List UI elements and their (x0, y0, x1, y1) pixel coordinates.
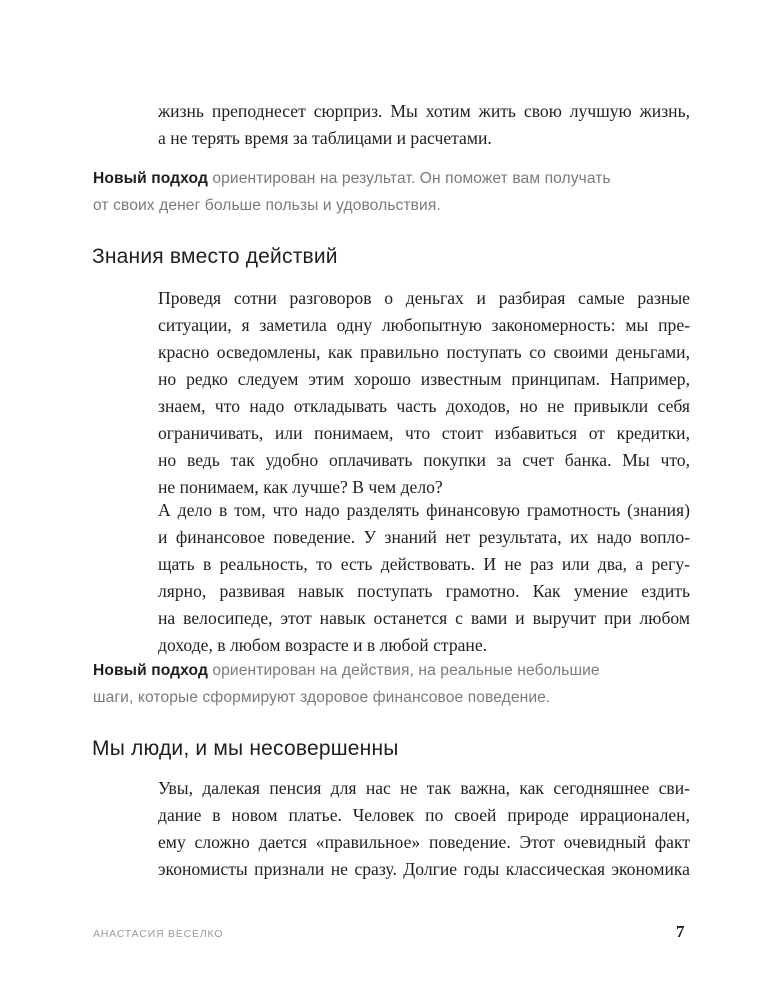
text-line: Увы, далекая пенсия для нас не так важна, как сегодняшнее сви- (158, 778, 690, 798)
text-line: не понимаем, как лучше? В чем дело? (158, 477, 443, 497)
new-approach-callout-result (93, 165, 693, 219)
footer-author-name: АНАСТАСИЯ ВЕСЕЛКО (93, 928, 224, 940)
text-line: щать в реальность, то есть действовать. И не раз или два, а регу- (158, 554, 690, 574)
body-paragraph (158, 775, 690, 883)
text-line: и финансовое поведение. У знаний нет результата, их надо вопло- (158, 527, 690, 547)
continuation-paragraph (158, 98, 690, 152)
callout-text: ориентирован на действия, на реальные небольшие (207, 662, 600, 679)
new-approach-callout-action (93, 657, 693, 711)
callout-line (93, 657, 693, 684)
callout-lead: Новый подход (93, 170, 208, 187)
callout-line (93, 165, 693, 192)
text-line: ограничивать, или понимаем, что стоит избавиться от кредитки, (158, 423, 690, 443)
text-line: но редко следуем этим хорошо известным принципам. Например, (158, 369, 690, 389)
text-line: ему сложно дается «правильное» поведение. Этот очевидный факт (158, 832, 690, 852)
callout-lead: Новый подход (93, 662, 208, 679)
callout-line: от своих денег больше пользы и удовольствия. (93, 197, 441, 214)
text-line: красно осведомлены, как правильно поступать со своими деньгами, (158, 342, 690, 362)
section-heading-imperfect-humans: Мы люди, и мы несовершенны (92, 737, 399, 760)
text-line: но ведь так удобно оплачивать покупки за счет банка. Мы что, (158, 450, 690, 470)
body-paragraph (158, 497, 690, 659)
text-line: Проведя сотни разговоров о деньгах и разбирая самые разные (158, 288, 690, 308)
text-line: А дело в том, что надо разделять финансовую грамотность (знания) (158, 500, 690, 520)
text-line: доходе, в любом возрасте и в любой стране. (158, 635, 488, 655)
text-line: лярно, развивая навык поступать грамотно. Как умение ездить (158, 581, 690, 601)
text-line: дание в новом платье. Человек по своей природе иррационален, (158, 805, 690, 825)
callout-line: шаги, которые сформируют здоровое финансовое поведение. (93, 689, 551, 706)
page-number: 7 (676, 922, 685, 941)
callout-text: ориентирован на результат. Он поможет вам получать (207, 170, 611, 187)
body-paragraph (158, 285, 690, 501)
text-line: экономисты признали не сразу. Долгие годы классическая экономика (158, 859, 690, 879)
section-heading-knowledge-vs-action: Знания вместо действий (92, 245, 338, 268)
text-line: на велосипеде, этот навык останется с вами и выручит при любом (158, 608, 690, 628)
text-line: жизнь преподнесет сюрприз. Мы хотим жить свою лучшую жизнь, (158, 101, 690, 121)
text-line: ситуации, я заметила одну любопытную закономерность: мы пре- (158, 315, 690, 335)
text-line: знаем, что надо откладывать часть доходов, но не привыкли себя (158, 396, 690, 416)
text-line: а не терять время за таблицами и расчетами. (158, 128, 492, 148)
